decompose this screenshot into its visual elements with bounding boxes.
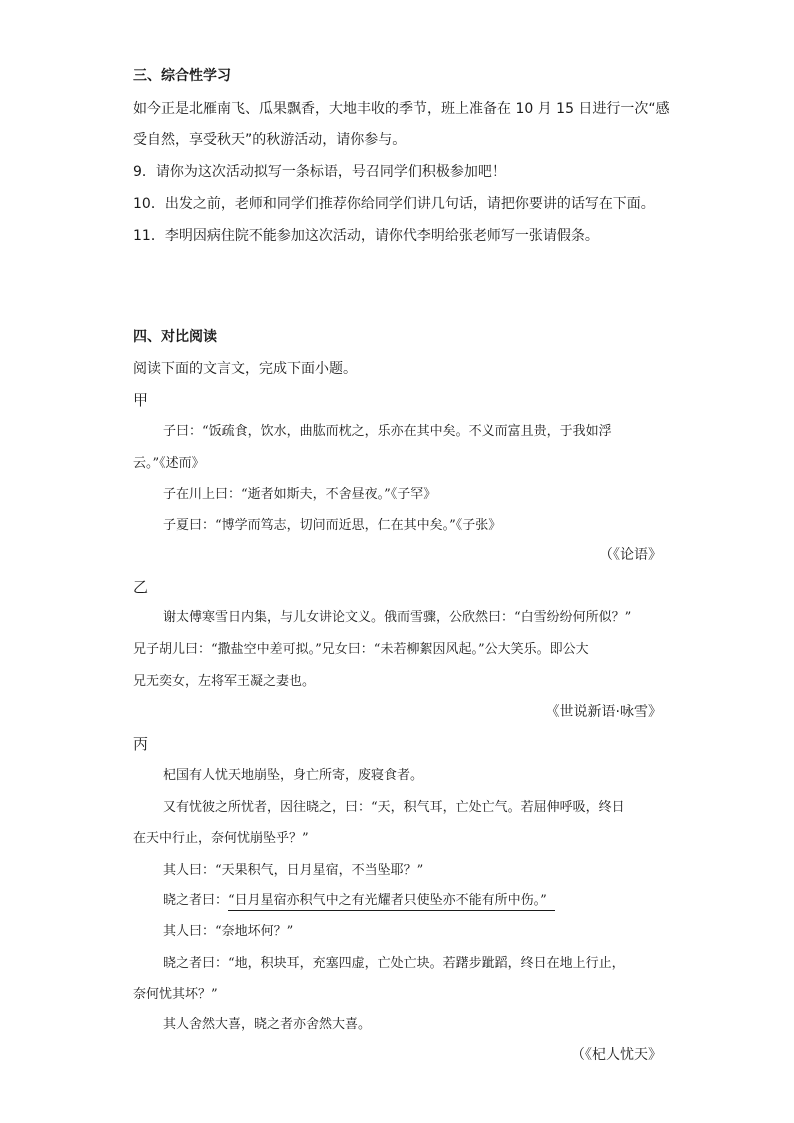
question-9: 9．请你为这次活动拟写一条标语，号召同学们积极参加吧！ (133, 164, 506, 180)
section-3-intro-line-2: 受自然，享受秋天”的秋游活动，请你参与。 (133, 132, 407, 148)
passage-yi-line: 兄无奕女，左将军王凝之妻也。 (133, 674, 316, 689)
speaker-prefix: 晓之者曰： (163, 893, 229, 908)
passage-bing-label: 丙 (133, 735, 149, 753)
passage-yi-line: 谢太傅寒雪日内集，与儿女讲论文义。俄而雪骤，公欣然曰：“白雪纷纷何所似？” (163, 610, 632, 625)
passage-bing-source: （《杞人忧天》 (571, 1047, 662, 1063)
passage-yi-label: 乙 (133, 578, 149, 596)
passage-jia-source: （《论语》 (599, 547, 662, 563)
passage-bing-line: 杞国有人忧天地崩坠，身亡所寄，废寝食者。 (163, 768, 424, 783)
passage-bing-line: 其人曰：“奈地坏何？” (163, 924, 294, 939)
passage-jia-label: 甲 (133, 391, 149, 409)
passage-bing-line-with-underline (163, 892, 555, 910)
passage-bing-line: 在天中行止，奈何忧崩坠乎？” (133, 831, 309, 846)
passage-bing-line: 奈何忧其坏？” (133, 987, 218, 1002)
passage-bing-line: 又有忧彼之所忧者，因往晓之，曰：“天，积气耳，亡处亡气。若屈伸呼吸，终日 (163, 800, 625, 815)
question-11: 11．李明因病住院不能参加这次活动，请你代李明给张老师写一张请假条。 (133, 228, 599, 244)
passage-bing-line: 其人曰：“天果积气，日月星宿，不当坠耶？” (163, 863, 424, 878)
passage-bing-line: 其人舍然大喜，晓之者亦舍然大喜。 (163, 1017, 372, 1032)
section-3-heading: 三、综合性学习 (133, 68, 231, 84)
passage-jia-line: 子曰：“饭疏食，饮水，曲肱而枕之，乐亦在其中矣。不义而富且贵，于我如浮 (163, 424, 612, 439)
passage-yi-line: 兄子胡儿曰：“撒盐空中差可拟。”兄女曰：“未若柳絮因风起。”公大笑乐。即公大 (133, 642, 589, 657)
section-4-heading: 四、对比阅读 (133, 329, 217, 345)
section-4-instruction: 阅读下面的文言文，完成下面小题。 (133, 361, 357, 377)
underlined-sentence: “日月星宿亦积气中之有光耀者只使坠亦不能有所中伤。” (228, 893, 555, 911)
passage-bing-line: 晓之者曰：“地，积块耳，充塞四虚，亡处亡块。若躇步跐蹈，终日在地上行止， (163, 956, 625, 971)
question-10: 10．出发之前，老师和同学们推荐你给同学们讲几句话，请把你要讲的话写在下面。 (133, 196, 655, 212)
passage-jia-line: 子夏曰：“博学而笃志，切问而近思，仁在其中矣。”《子张》 (163, 518, 502, 533)
passage-yi-source: 《世说新语·咏雪》 (545, 704, 662, 720)
passage-jia-line: 云。”《述而》 (133, 456, 205, 471)
passage-jia-line: 子在川上曰：“逝者如斯夫，不舍昼夜。”《子罕》 (163, 487, 437, 502)
section-3-intro-line-1: 如今正是北雁南飞、瓜果飘香，大地丰收的季节，班上准备在 10 月 15 日进行一次“感 (133, 101, 670, 117)
